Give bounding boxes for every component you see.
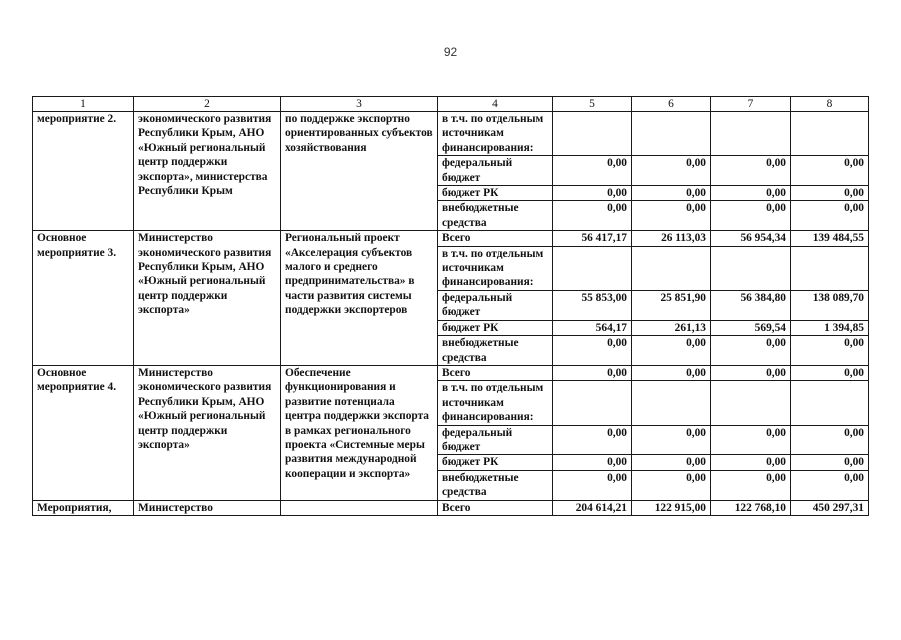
source-label-cell: федеральный бюджет [438, 290, 553, 320]
value-cell: 0,00 [711, 156, 791, 186]
value-cell: 0,00 [791, 455, 869, 470]
event-name-cell: мероприятие 2. [33, 112, 134, 231]
value-cell: 0,00 [632, 156, 711, 186]
source-label-cell: внебюджетные средства [438, 470, 553, 500]
value-cell: 0,00 [791, 201, 869, 231]
executor-cell: Министерство [134, 500, 281, 515]
value-cell: 138 089,70 [791, 290, 869, 320]
source-label-cell: бюджет РК [438, 455, 553, 470]
value-cell: 0,00 [632, 365, 711, 380]
value-cell: 0,00 [791, 365, 869, 380]
value-cell: 0,00 [711, 425, 791, 455]
value-cell: 139 484,55 [791, 231, 869, 246]
value-cell: 0,00 [711, 470, 791, 500]
value-cell: 0,00 [711, 186, 791, 201]
header-cell: 5 [553, 97, 632, 112]
source-label-cell: внебюджетные средства [438, 336, 553, 366]
executor-cell: Министерство экономического развития Республики Крым, АНО «Южный региональный центр поддержки экспорта» [134, 365, 281, 500]
source-label-cell: в т.ч. по отдельным источникам финансирования: [438, 381, 553, 425]
source-label-cell: в т.ч. по отдельным источникам финансирования: [438, 246, 553, 290]
value-cell [711, 381, 791, 425]
value-cell: 0,00 [711, 201, 791, 231]
header-cell: 1 [33, 97, 134, 112]
value-cell: 0,00 [632, 425, 711, 455]
value-cell [632, 246, 711, 290]
value-cell: 204 614,21 [553, 500, 632, 515]
value-cell: 0,00 [711, 365, 791, 380]
value-cell: 569,54 [711, 320, 791, 335]
value-cell: 55 853,00 [553, 290, 632, 320]
value-cell: 261,13 [632, 320, 711, 335]
source-label-cell: федеральный бюджет [438, 425, 553, 455]
executor-cell: экономического развития Республики Крым, АНО «Южный региональный центр поддержки экспорта», министерства Республики Крым [134, 112, 281, 231]
description-cell: Региональный проект «Акселерация субъектов малого и среднего предпринимательства» в части развития системы поддержки экспортеров [281, 231, 438, 366]
source-label-cell: Всего [438, 365, 553, 380]
value-cell: 0,00 [553, 365, 632, 380]
header-cell: 8 [791, 97, 869, 112]
source-label-cell: бюджет РК [438, 320, 553, 335]
table-row [33, 112, 869, 156]
table-row [33, 365, 869, 380]
value-cell [553, 381, 632, 425]
header-cell: 3 [281, 97, 438, 112]
header-cell: 2 [134, 97, 281, 112]
value-cell: 122 768,10 [711, 500, 791, 515]
value-cell: 0,00 [553, 201, 632, 231]
value-cell: 450 297,31 [791, 500, 869, 515]
source-label-cell: в т.ч. по отдельным источникам финансирования: [438, 112, 553, 156]
value-cell: 56 954,34 [711, 231, 791, 246]
value-cell: 0,00 [553, 336, 632, 366]
value-cell [791, 381, 869, 425]
description-cell: по поддержке экспортно ориентированных субъектов хозяйствования [281, 112, 438, 231]
value-cell: 26 113,03 [632, 231, 711, 246]
description-cell [281, 500, 438, 515]
value-cell: 0,00 [553, 425, 632, 455]
source-label-cell: внебюджетные средства [438, 201, 553, 231]
value-cell: 0,00 [791, 336, 869, 366]
value-cell [632, 381, 711, 425]
page-number: 92 [443, 45, 458, 59]
value-cell [553, 246, 632, 290]
value-cell: 0,00 [791, 156, 869, 186]
value-cell: 564,17 [553, 320, 632, 335]
value-cell [711, 246, 791, 290]
value-cell: 0,00 [553, 186, 632, 201]
budget-table [32, 96, 869, 516]
value-cell: 0,00 [632, 470, 711, 500]
value-cell [632, 112, 711, 156]
value-cell: 0,00 [632, 336, 711, 366]
value-cell: 0,00 [632, 455, 711, 470]
value-cell [553, 112, 632, 156]
source-label-cell: Всего [438, 231, 553, 246]
table-row [33, 231, 869, 246]
value-cell: 25 851,90 [632, 290, 711, 320]
value-cell: 0,00 [632, 201, 711, 231]
value-cell: 0,00 [791, 425, 869, 455]
value-cell: 0,00 [791, 186, 869, 201]
header-cell: 6 [632, 97, 711, 112]
table-row [33, 500, 869, 515]
event-name-cell: Основное мероприятие 4. [33, 365, 134, 500]
value-cell: 122 915,00 [632, 500, 711, 515]
executor-cell: Министерство экономического развития Республики Крым, АНО «Южный региональный центр поддержки экспорта» [134, 231, 281, 366]
event-name-cell: Мероприятия, [33, 500, 134, 515]
header-row [33, 97, 869, 112]
header-cell: 7 [711, 97, 791, 112]
value-cell: 0,00 [553, 470, 632, 500]
value-cell [791, 246, 869, 290]
header-cell: 4 [438, 97, 553, 112]
value-cell: 0,00 [791, 470, 869, 500]
value-cell: 0,00 [553, 455, 632, 470]
value-cell: 0,00 [632, 186, 711, 201]
source-label-cell: федеральный бюджет [438, 156, 553, 186]
value-cell [791, 112, 869, 156]
source-label-cell: бюджет РК [438, 186, 553, 201]
value-cell: 1 394,85 [791, 320, 869, 335]
event-name-cell: Основное мероприятие 3. [33, 231, 134, 366]
value-cell: 56 384,80 [711, 290, 791, 320]
source-label-cell: Всего [438, 500, 553, 515]
value-cell: 0,00 [553, 156, 632, 186]
value-cell: 0,00 [711, 336, 791, 366]
value-cell: 0,00 [711, 455, 791, 470]
description-cell: Обеспечение функционирования и развитие потенциала центра поддержки экспорта в рамках регионального проекта «Системные меры развития международной кооперации и экспорта» [281, 365, 438, 500]
value-cell [711, 112, 791, 156]
value-cell: 56 417,17 [553, 231, 632, 246]
